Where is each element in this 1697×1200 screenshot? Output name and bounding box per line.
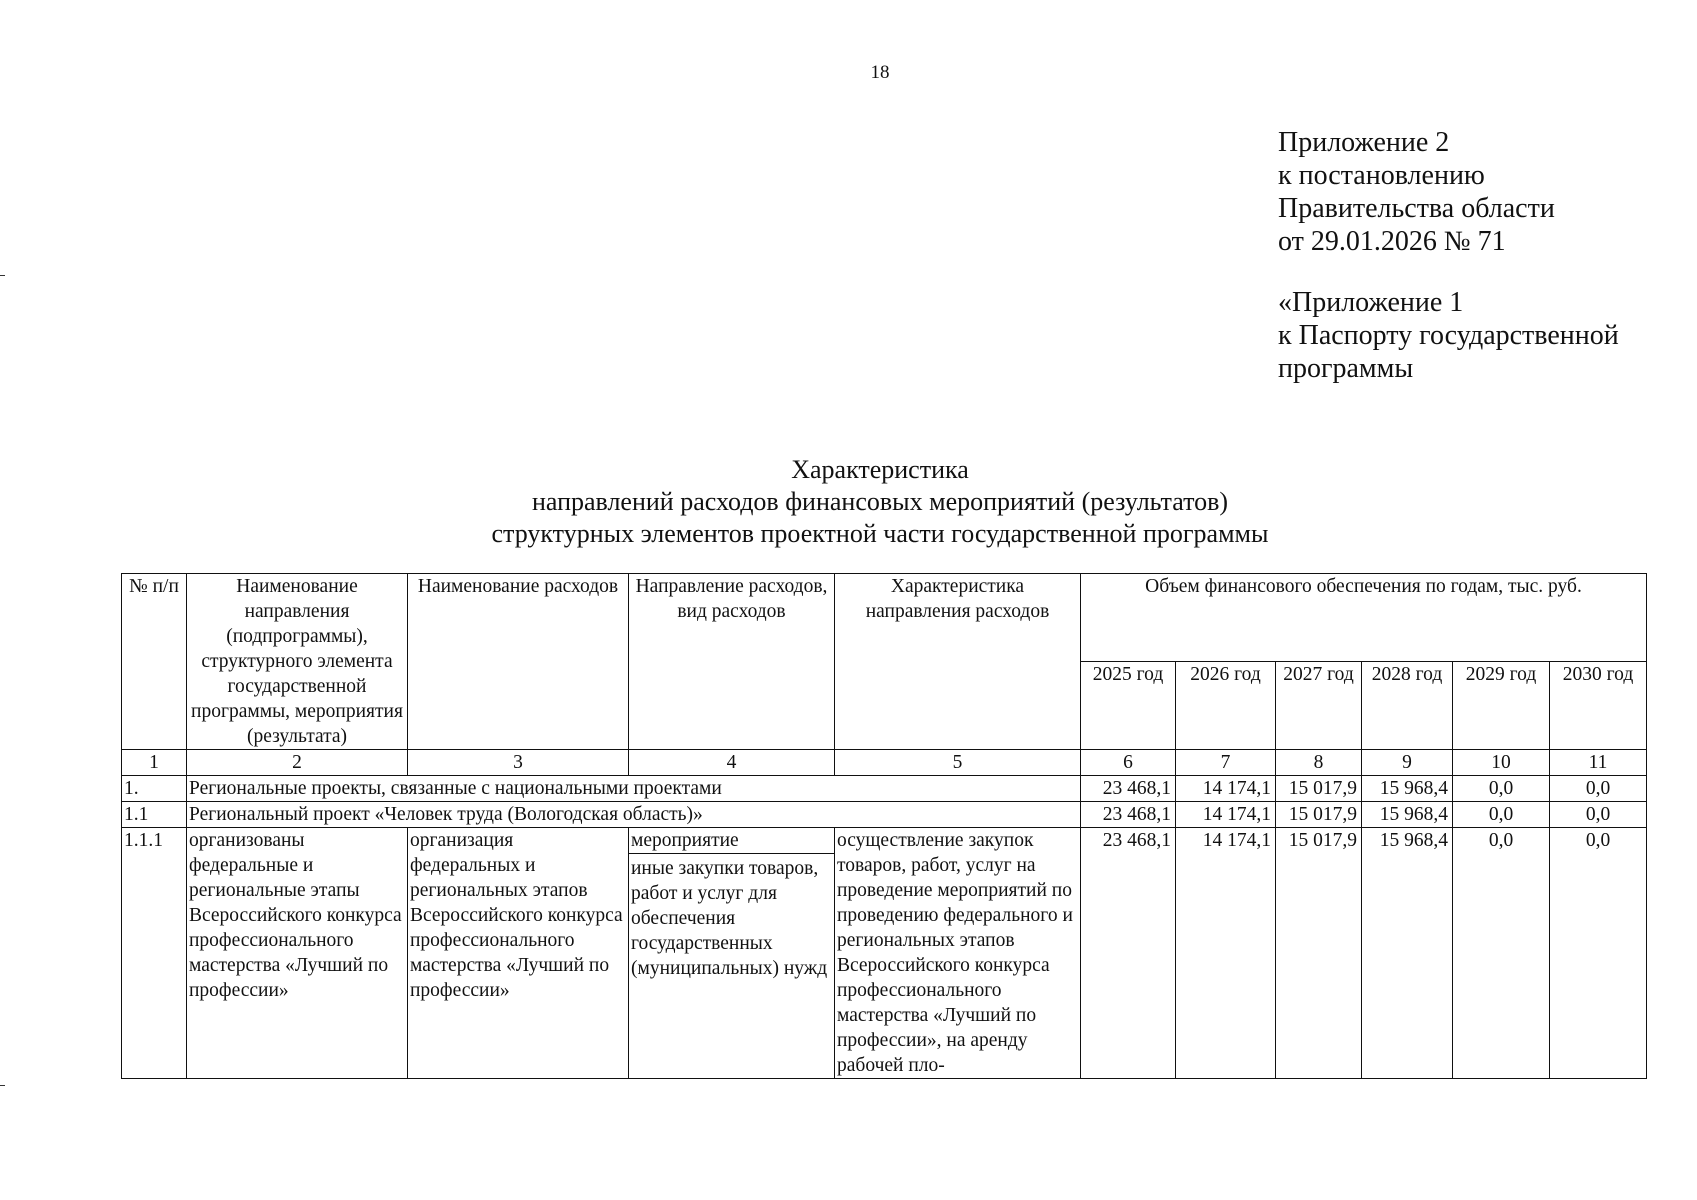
appendix-line: Правительства области [1278, 193, 1555, 224]
header-year: 2029 год [1453, 662, 1550, 750]
row-value: 15 968,4 [1362, 802, 1453, 828]
column-number: 4 [629, 750, 835, 776]
appendix-line: к постановлению [1278, 160, 1485, 191]
header-year: 2027 год [1276, 662, 1362, 750]
row-value: 0,0 [1550, 828, 1647, 1079]
margin-mark [0, 275, 5, 276]
margin-mark [0, 1085, 5, 1086]
title-line: Характеристика [791, 455, 969, 484]
row-value: 0,0 [1550, 802, 1647, 828]
appendix-line: Приложение 2 [1278, 127, 1450, 158]
row-value: 15 968,4 [1362, 776, 1453, 802]
direction-label: мероприятие [629, 828, 834, 854]
header-cell-direction: Направление расходов, вид расходов [629, 574, 835, 750]
row-value: 23 468,1 [1081, 828, 1176, 1079]
title-line: направлений расходов финансовых мероприятий (результатов) [531, 487, 1229, 516]
row-name: Региональный проект «Человек труда (Вологодская область)» [187, 802, 1081, 828]
page-number: 18 [870, 62, 890, 83]
column-number: 3 [408, 750, 629, 776]
column-number-row [122, 750, 1647, 776]
appendix-line: от 29.01.2026 № 71 [1278, 226, 1506, 257]
column-number: 6 [1081, 750, 1176, 776]
column-number: 8 [1276, 750, 1362, 776]
row-number: 1. [122, 776, 187, 802]
direction-type: иные закупки товаров, работ и услуг для обеспечения государственных (муниципальных) нужд [631, 858, 828, 979]
header-cell-number: № п/п [122, 574, 187, 750]
row-number: 1.1 [122, 802, 187, 828]
column-number: 9 [1362, 750, 1453, 776]
column-number: 11 [1550, 750, 1647, 776]
row-value: 23 468,1 [1081, 802, 1176, 828]
row-value: 15 017,9 [1276, 828, 1362, 1079]
header-cell-characteristic: Характеристика направления расходов [835, 574, 1081, 750]
row-value: 0,0 [1550, 776, 1647, 802]
table-row [122, 802, 1647, 828]
row-name: организованы федеральные и региональные этапы Всероссийского конкурса профессионального мастерства «Лучший по профессии» [187, 828, 408, 1079]
row-value: 14 174,1 [1176, 802, 1276, 828]
row-value: 0,0 [1453, 828, 1550, 1079]
header-year: 2025 год [1081, 662, 1176, 750]
header-cell-expense-name: Наименование расходов [408, 574, 629, 750]
title-line: структурных элементов проектной части государственной программы [491, 519, 1269, 548]
row-value: 14 174,1 [1176, 776, 1276, 802]
header-year: 2026 год [1176, 662, 1276, 750]
column-number: 5 [835, 750, 1081, 776]
appendix-line: к Паспорту государственной [1278, 320, 1619, 351]
row-direction [629, 828, 835, 1079]
row-expense-name: организация федеральных и региональных этапов Всероссийского конкурса профессионального мастерства «Лучший по профессии» [408, 828, 629, 1079]
column-number: 2 [187, 750, 408, 776]
appendix-line: «Приложение 1 [1278, 287, 1464, 318]
column-number: 10 [1453, 750, 1550, 776]
appendix-line: программы [1278, 353, 1414, 384]
row-value: 15 017,9 [1276, 802, 1362, 828]
column-number: 1 [122, 750, 187, 776]
header-row [122, 574, 1647, 662]
row-value: 0,0 [1453, 802, 1550, 828]
row-number: 1.1.1 [122, 828, 187, 1079]
row-characteristic: осуществление закупок товаров, работ, услуг на проведение мероприятий по проведению федерального и региональных этапов Всероссийского конкурса профессионального мастерства «Лучший по профессии», на аренду рабочей пло- [835, 828, 1081, 1079]
row-value: 23 468,1 [1081, 776, 1176, 802]
row-value: 0,0 [1453, 776, 1550, 802]
header-cell-volume: Объем финансового обеспечения по годам, тыс. руб. [1081, 574, 1647, 662]
table-row [122, 828, 1647, 1079]
row-value: 15 017,9 [1276, 776, 1362, 802]
appendix-block [1278, 126, 1619, 385]
header-year: 2028 год [1362, 662, 1453, 750]
row-name: Региональные проекты, связанные с национальными проектами [187, 776, 1081, 802]
header-cell-name: Наименование направления (подпрограммы), структурного элемента государственной программы, мероприятия (результата) [187, 574, 408, 750]
expenses-table [121, 573, 1647, 1079]
table-row [122, 776, 1647, 802]
document-title [0, 454, 1697, 550]
header-year: 2030 год [1550, 662, 1647, 750]
row-value: 14 174,1 [1176, 828, 1276, 1079]
column-number: 7 [1176, 750, 1276, 776]
row-value: 15 968,4 [1362, 828, 1453, 1079]
